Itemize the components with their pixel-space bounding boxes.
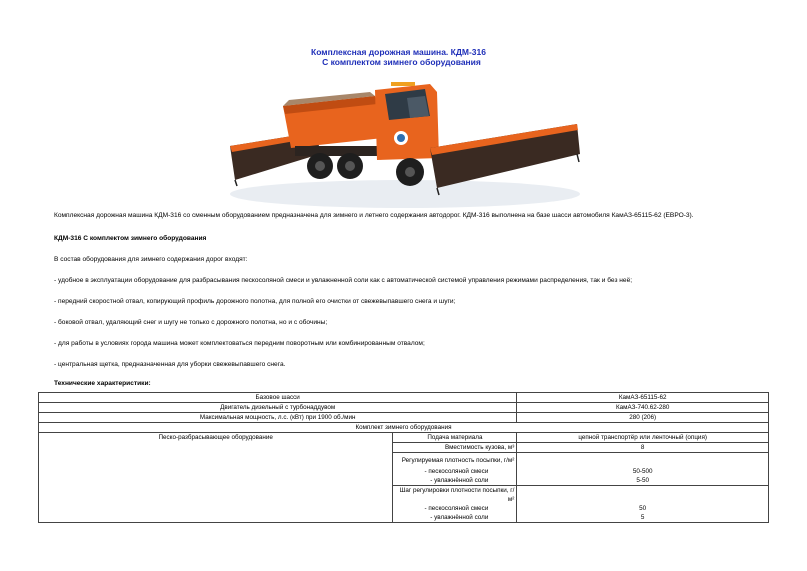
table-row bbox=[39, 393, 769, 403]
table-cell: КамАЗ-740.62-280 bbox=[517, 403, 769, 413]
specs-table bbox=[38, 392, 769, 523]
table-cell: КамАЗ-65115-62 bbox=[517, 393, 769, 403]
list-item: - передний скоростной отвал, копирующий профиль дорожного полотна, для полной его очистки от свежевыпавшего снега и шуги; bbox=[54, 298, 456, 305]
table-cell: Вместимость кузова, м³ bbox=[393, 443, 517, 453]
table-cell: 5 bbox=[517, 513, 769, 523]
page-title: Комплексная дорожная машина. КДМ-316 bbox=[311, 47, 486, 57]
table-cell: - увлажнённой соли bbox=[393, 513, 517, 523]
lead-text: В состав оборудования для зимнего содержания дорог входят: bbox=[54, 256, 248, 263]
table-row bbox=[39, 433, 769, 443]
table-cell: 8 bbox=[517, 443, 769, 453]
table-cell: - пескосоляной смеси bbox=[393, 504, 517, 513]
page-subtitle: С комплектом зимнего оборудования bbox=[322, 57, 481, 67]
table-cell: - увлажнённой соли bbox=[393, 476, 517, 486]
truck-image bbox=[225, 68, 585, 210]
table-cell: цепной транспортёр или ленточный (опция) bbox=[517, 433, 769, 443]
list-item: - центральная щетка, предназначенная для уборки свежевыпавшего снега. bbox=[54, 361, 286, 368]
intro-text: Комплексная дорожная машина КДМ-316 со сменным оборудованием предназначена для зимнего и летнего содержания автодорог. КДМ-316 выполнена на базе шасси автомобиля КамАЗ-65115-62 (ЕВРО-3). bbox=[54, 212, 694, 219]
table-row bbox=[39, 403, 769, 413]
table-cell: - пескосоляной смеси bbox=[393, 467, 517, 476]
section-title: КДМ-316 С комплектом зимнего оборудования bbox=[54, 235, 207, 242]
table-cell: Максимальная мощность, л.с. (кВт) при 1900 об./мин bbox=[39, 413, 517, 423]
table-row bbox=[39, 423, 769, 433]
table-cell: 50 bbox=[517, 504, 769, 513]
table-cell: Базовое шасси bbox=[39, 393, 517, 403]
table-cell: 280 (206) bbox=[517, 413, 769, 423]
table-cell: 50-500 bbox=[517, 467, 769, 476]
list-item: - для работы в условиях города машина может комплектоваться передним поворотным или комбинированным отвалом; bbox=[54, 340, 425, 347]
table-row bbox=[39, 413, 769, 423]
list-item: - боковой отвал, удаляющий снег и шугу не только с дорожного полотна, но и с обочины; bbox=[54, 319, 328, 326]
table-cell: 5-50 bbox=[517, 476, 769, 486]
list-item: - удобное в эксплуатации оборудование для разбрасывания пескосоляной смеси и увлажненной соли как с автоматической системой управления режимами распределения, так и без неё; bbox=[54, 277, 633, 284]
table-cell: Двигатель дизельный с турбонаддувом bbox=[39, 403, 517, 413]
table-cell: Шаг регулировки плотности посыпки, г/м² bbox=[393, 486, 517, 505]
specs-title: Технические характеристики: bbox=[54, 380, 151, 387]
table-cell: Регулируемая плотность посыпки, г/м² bbox=[393, 453, 517, 468]
table-cell bbox=[517, 486, 769, 505]
table-cell: Подача материала bbox=[393, 433, 517, 443]
table-cell: Комплект зимнего оборудования bbox=[39, 423, 769, 433]
table-cell: Песко-разбрасывающее оборудование bbox=[39, 433, 393, 523]
table-cell bbox=[517, 453, 769, 468]
